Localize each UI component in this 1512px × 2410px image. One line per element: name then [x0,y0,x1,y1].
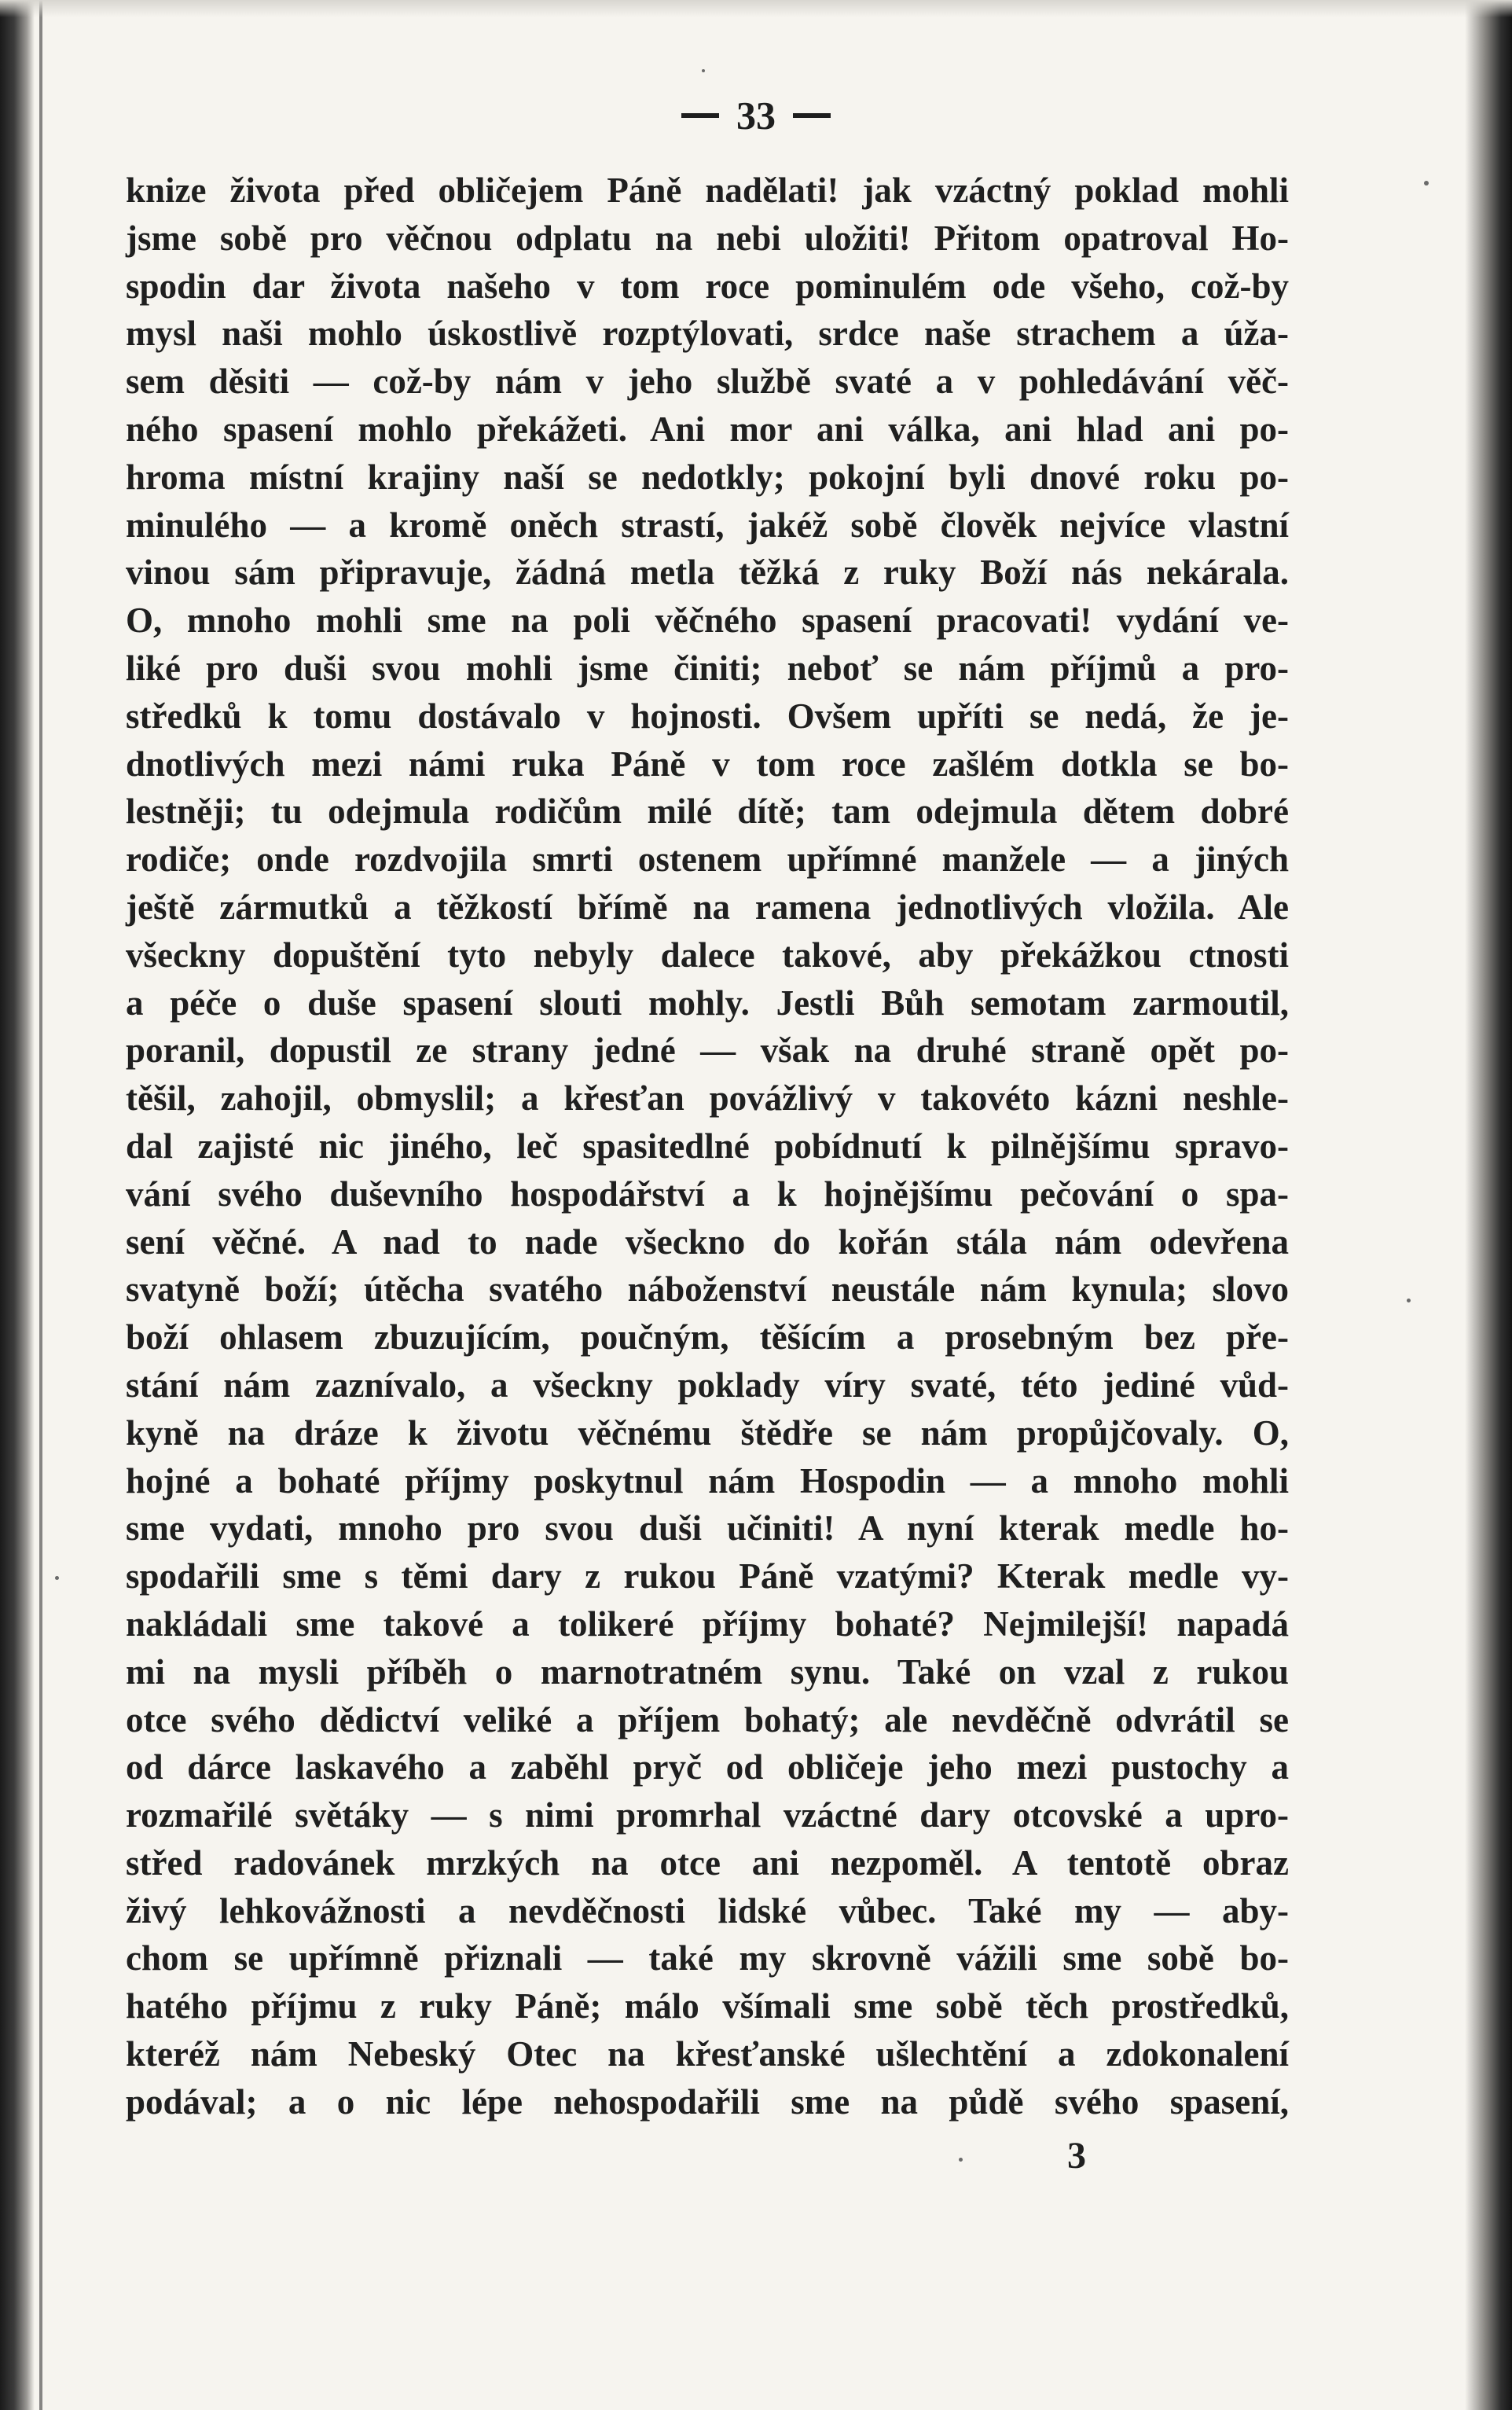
text-line: a péče o duše spasení slouti mohly. Jestli Bůh semotam zarmoutil, [126,983,1289,1023]
header-dash-right [793,113,831,118]
text-line: jsme sobě pro věčnou odplatu na nebi uložiti! Přitom opatroval Ho- [126,218,1289,258]
header-dash-left [681,113,719,118]
text-line: lestněji; tu odejmula rodičům milé dítě; tam odejmula dětem dobré [126,792,1289,832]
text-line: poranil, dopustil ze strany jedné — však na druhé straně opět po- [126,1030,1289,1071]
text-line: sem děsiti — což-by nám v jeho službě svaté a v pohledávání věč- [126,362,1289,402]
scan-speck [1407,1299,1411,1302]
spine-shadow [0,0,35,2410]
page-header [0,88,1512,138]
text-line: od dárce laskavého a zaběhl pryč od obličeje jeho mezi pustochy a [126,1747,1289,1787]
scan-speck [55,1576,59,1580]
page-number: 33 [736,93,776,138]
text-line: chom se upřímně přiznali — také my skrovně vážili sme sobě bo- [126,1938,1289,1978]
text-line: všeckny dopuštění tyto nebyly dalece takové, aby překážkou ctnosti [126,935,1289,975]
text-line: dal zajisté nic jiného, leč spasitedlné pobídnutí k pilnějšímu spravo- [126,1126,1289,1166]
text-line: hojné a bohaté příjmy poskytnul nám Hospodin — a mnoho mohli [126,1460,1289,1501]
text-line: spodin dar života našeho v tom roce pominulém ode všeho, což-by [126,266,1289,306]
text-line: sme vydati, mnoho pro svou duši učiniti! A nyní kterak medle ho- [126,1508,1289,1548]
text-line: živý lehkovážnosti a nevděčnosti lidské vůbec. Také my — aby- [126,1890,1289,1931]
text-line: ného spasení mohlo překážeti. Ani mor ani válka, ani hlad ani po- [126,409,1289,449]
text-line: podával; a o nic lépe nehospodařili sme na půdě svého spasení, [126,2081,1289,2122]
text-line: knize života před obličejem Páně nadělati! jak vzáctný poklad mohli [126,171,1289,210]
text-line: liké pro duši svou mohli jsme činiti; neboť se nám příjmů a pro- [126,648,1289,688]
text-line: mi na mysli příběh o marnotratném synu. Také on vzal z rukou [126,1651,1289,1692]
text-line: mysl naši mohlo úskostlivě rozptýlovati, srdce naše strachem a úža- [126,314,1289,354]
text-line: boží ohlasem zbuzujícím, poučným, těšícím a prosebným bez pře- [126,1317,1289,1357]
scan-speck [1424,181,1429,186]
text-line: minulého — a kromě oněch strastí, jakéž sobě člověk nejvíce vlastní [126,505,1289,545]
text-line: svatyně boží; útěcha svatého náboženství neustále nám kynula; slovo [126,1269,1289,1310]
binding-edge [39,0,42,2410]
text-line: stání nám zaznívalo, a všeckny poklady víry svaté, této jediné vůd- [126,1365,1289,1405]
text-line: sení věčné. A nad to nade všeckno do kořán stála nám odevřena [126,1222,1289,1262]
text-line: hatého příjmu z ruky Páně; málo všímali sme sobě těch prostředků, [126,1986,1289,2026]
text-line: středků k tomu dostávalo v hojnosti. Ovšem upříti se nedá, že je- [126,696,1289,736]
top-edge-shadow [0,0,1512,17]
text-line: těšil, zahojil, obmyslil; a křesťan povážlivý v takovéto kázni neshle- [126,1078,1289,1119]
text-line: rodiče; onde rozdvojila smrti ostenem upřímné manžele — a jiných [126,839,1289,880]
text-line: otce svého dědictví veliké a příjem bohatý; ale nevděčně odvrátil se [126,1699,1289,1740]
text-line: vinou sám připravuje, žádná metla těžká z ruky Boží nás nekárala. [126,553,1289,593]
text-line: rozmařilé světáky — s nimi promrhal vzáctné dary otcovské a upro- [126,1795,1289,1835]
signature-mark: 3 [1067,2135,1086,2177]
scan-speck [702,69,705,72]
text-line: O, mnoho mohli sme na poli věčného spasení pracovati! vydání ve- [126,601,1289,641]
text-line: ještě zármutků a těžkostí břímě na ramena jednotlivých vložila. Ale [126,887,1289,927]
text-line: spodařili sme s těmi dary z rukou Páně vzatými? Kterak medle vy- [126,1556,1289,1596]
body-text [126,167,1289,2126]
text-line: kyně na dráze k životu věčnému štědře se nám propůjčovaly. O, [126,1413,1289,1453]
text-line: střed radovánek mrzkých na otce ani nezpoměl. A tentotě obraz [126,1842,1289,1883]
text-line: dnotlivých mezi námi ruka Páně v tom roce zašlém dotkla se bo- [126,744,1289,784]
text-line: kteréž nám Nebeský Otec na křesťanské ušlechtění a zdokonalení [126,2034,1289,2074]
text-line: vání svého duševního hospodářství a k hojnějšímu pečování o spa- [126,1174,1289,1214]
text-line: nakládali sme takové a tolikeré příjmy bohaté? Nejmilejší! napadá [126,1604,1289,1644]
page-edge-shadow [1465,0,1512,2410]
text-line: hroma místní krajiny naší se nedotkly; pokojní byli dnové roku po- [126,457,1289,497]
scan-speck [959,2158,963,2162]
